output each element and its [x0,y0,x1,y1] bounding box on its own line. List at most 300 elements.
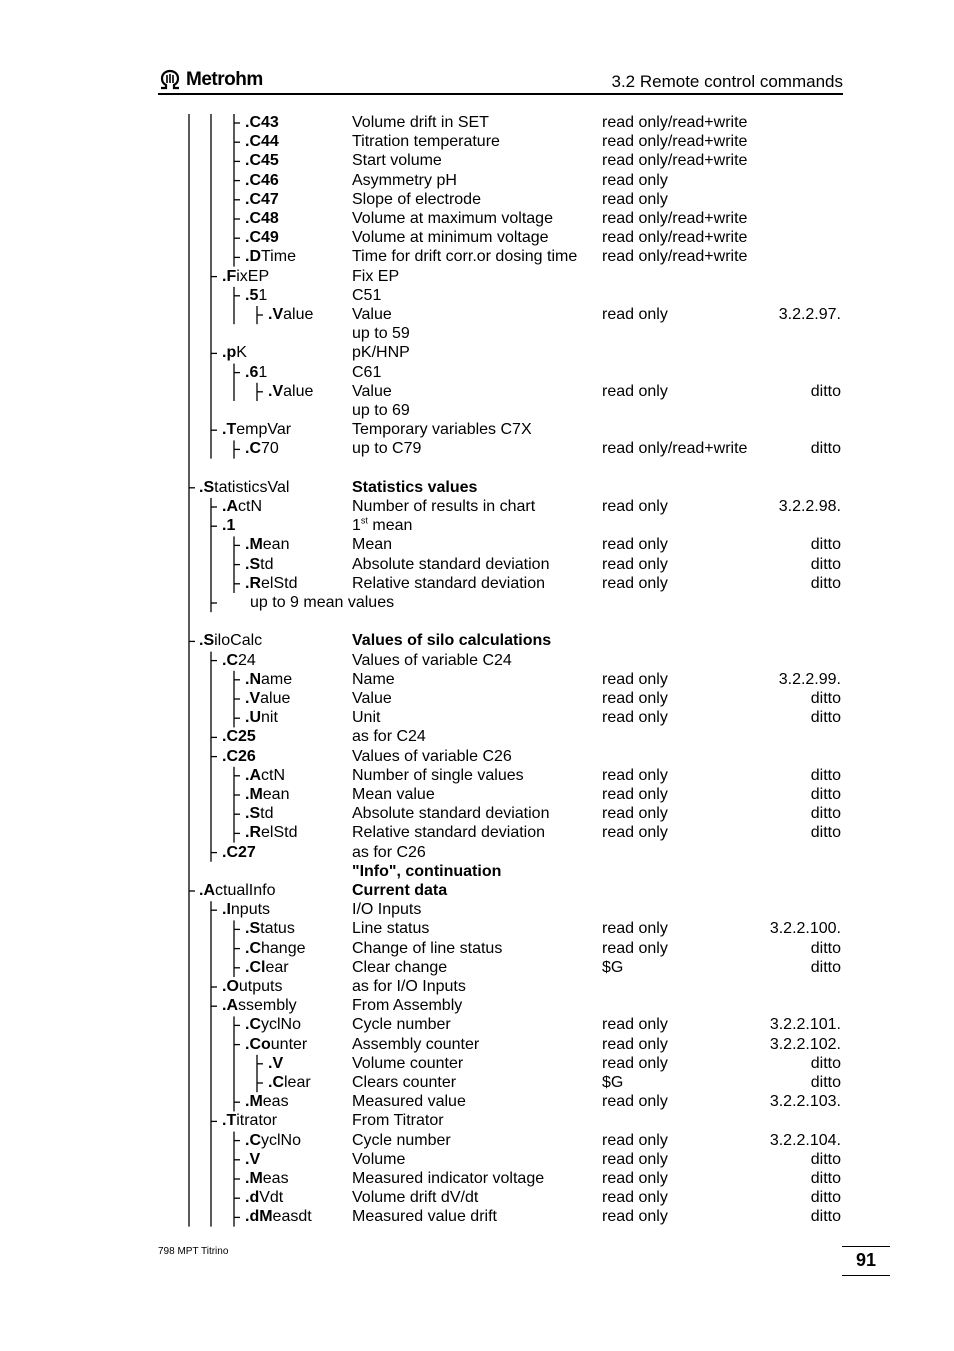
command-name [222,996,297,1015]
description-text: Values of silo calculations [352,632,552,650]
command-suffix: hange [261,939,306,957]
description [352,651,512,670]
table-row [0,996,954,1015]
description [352,766,524,785]
description [352,267,399,286]
table-row [0,324,954,343]
description-text: Volume drift in SET [352,114,489,131]
table-row [0,785,954,804]
command-name [222,727,256,746]
description [352,1131,451,1150]
description [352,132,500,151]
description [352,439,421,458]
access-mode: read only [602,786,668,803]
command-name [222,343,247,362]
table-row [0,228,954,247]
section-reference: ditto [810,382,841,400]
command-suffix: K [236,344,247,362]
table-row [0,478,954,497]
description-text: Number of single values [352,766,524,784]
description-text: Relative standard deviation [352,574,546,592]
access-mode: read only [602,1208,668,1226]
command-name [245,228,279,247]
page-number: 91 [855,1250,877,1270]
command-suffix: 1 [258,363,268,381]
description [352,401,410,420]
command-suffix: alue [260,690,291,707]
command-keyword: .C [245,1016,261,1034]
command-keyword: .C25 [222,728,256,746]
command-name [245,1169,289,1188]
section-reference: ditto [810,536,841,554]
command-keyword: .1 [222,517,236,535]
command-keyword: .I [222,901,231,919]
command-name [245,113,279,132]
description [352,1092,466,1111]
description-text: "Info", continuation [352,862,502,880]
description-text: Absolute standard deviation [352,555,550,573]
command-name [245,132,279,151]
access-mode: read only [602,498,668,515]
command-keyword: .5 [245,286,259,304]
command-name [245,247,296,266]
command-suffix: ear [265,958,289,976]
table-row [0,919,954,938]
table-row [0,439,954,458]
description [352,382,392,401]
section-reference: ditto [810,709,841,727]
command-name [245,535,289,554]
section-reference: ditto [810,766,841,784]
access-mode: read only [602,1170,668,1187]
table-row [0,862,954,881]
section-reference: ditto [810,786,841,803]
section-reference: ditto [810,574,841,592]
description-text: Temporary variables C7X [352,421,532,439]
command-keyword: .p [222,344,237,362]
description-text: Clear change [352,958,448,976]
description-text: as for C26 [352,843,426,861]
section-reference: 3.2.2.102. [769,1035,841,1053]
table-row [0,708,954,727]
section-reference: ditto [810,805,841,823]
command-keyword: .S [245,805,261,823]
description-text: Mean [352,536,393,554]
command-name [245,919,295,938]
description [352,727,426,746]
section-reference: 3.2.2.100. [769,920,841,938]
description [352,958,447,977]
description-text: Volume at maximum voltage [352,210,553,227]
description [352,305,392,324]
table-row [0,670,954,689]
command-name [222,843,256,862]
command-name [245,439,279,458]
command-keyword: .U [245,709,261,727]
command-name [199,631,262,650]
description-text: as for I/O Inputs [352,978,466,995]
section-reference: ditto [810,1189,841,1207]
command-keyword: .M [245,1093,263,1111]
command-suffix: ctN [238,498,262,515]
section-reference: ditto [810,555,841,573]
command-keyword: .A [245,766,261,784]
description [352,1073,456,1092]
description [352,785,435,804]
table-row [0,631,954,650]
command-keyword: .A [222,498,238,515]
command-suffix: nit [261,709,278,727]
description-text: C61 [352,363,382,381]
table-row [0,823,954,842]
description-text: up to 69 [352,402,410,419]
command-name [245,766,285,785]
description [352,843,426,862]
command-name [199,478,289,497]
command-keyword: .R [245,824,261,842]
access-mode: read only [602,1035,668,1053]
command-name [245,708,278,727]
command-suffix: unter [270,1035,308,1053]
description-text: Measured indicator voltage [352,1170,545,1187]
command-name [245,804,273,823]
command-keyword: .N [245,670,261,688]
table-row [0,382,954,401]
description-text: Volume at minimum voltage [352,229,549,247]
command-keyword: .C47 [245,190,279,208]
command-name [222,267,269,286]
description [352,420,532,439]
access-mode: read only [602,766,668,784]
description [352,555,549,574]
description [352,1150,405,1169]
command-suffix: 1 [258,286,268,304]
table-row [0,286,954,305]
section-reference: ditto [810,958,841,976]
command-name [245,1150,260,1169]
table-row [0,747,954,766]
command-name [222,747,256,766]
command-name [245,689,290,708]
section-reference: ditto [810,1054,841,1072]
description-text: Measured value [352,1093,466,1111]
footer-product: 798 MPT Titrino [158,1246,229,1257]
command-name [245,1035,307,1054]
command-suffix: td [260,555,274,573]
command-suffix: up to 9 mean values [250,594,395,611]
description-text: Values of variable C26 [352,747,512,765]
command-keyword: .S [245,920,261,938]
command-keyword: .d [245,1189,260,1207]
command-keyword: .T [222,1112,237,1130]
section-reference: ditto [810,939,841,957]
description [352,209,553,228]
access-mode: read only/read+write [602,114,748,131]
description [352,478,477,497]
command-suffix: ssembly [238,997,297,1015]
command-name [245,1015,301,1034]
command-name [245,1092,289,1111]
command-keyword: .C [222,651,238,669]
section-reference: ditto [810,690,841,707]
table-row [0,1188,954,1207]
command-name [245,670,292,689]
description-text: From Assembly [352,997,463,1015]
access-mode: read only/read+write [602,248,748,266]
access-mode: read only/read+write [602,152,748,170]
command-suffix: tatus [260,920,295,938]
section-reference: ditto [810,1208,841,1226]
access-mode: read only/read+write [602,210,748,227]
section-reference: ditto [810,1074,841,1091]
description-text: Volume counter [352,1054,464,1072]
command-name [222,900,270,919]
table-row [0,1111,954,1130]
access-mode: read only [602,824,668,842]
section-reference: ditto [810,1170,841,1187]
table-row [0,190,954,209]
table-row [0,151,954,170]
access-mode: read only [602,1093,668,1111]
description [352,171,457,190]
command-suffix: lear [284,1074,311,1091]
table-row [0,555,954,574]
description [352,1188,478,1207]
command-name [268,305,313,324]
command-keyword: .Co [245,1035,271,1053]
section-reference: ditto [810,1150,841,1168]
command-suffix: Time [261,248,296,266]
command-name [222,420,291,439]
command-suffix: alue [283,382,314,400]
access-mode: read only [602,1016,668,1034]
description [352,247,577,266]
description-tail: mean [367,517,413,535]
description [352,708,380,727]
command-keyword: .M [245,1170,263,1187]
description-text: Absolute standard deviation [352,805,550,823]
command-suffix: 70 [261,440,279,458]
table-row [0,535,954,554]
table-row [0,497,954,516]
description [352,1015,451,1034]
access-mode: read only [602,190,668,208]
command-suffix: 24 [238,651,256,669]
table-row [0,651,954,670]
access-mode: read only [602,690,668,707]
command-name [245,555,273,574]
table-row [0,267,954,286]
description [352,535,392,554]
description [352,804,549,823]
description [352,996,462,1015]
command-keyword: .F [222,267,237,285]
command-keyword: .dM [245,1208,273,1226]
command-name [245,1188,283,1207]
table-row [0,939,954,958]
command-name [245,190,279,209]
command-name [199,881,275,900]
description [352,631,551,650]
command-keyword: .C48 [245,210,279,227]
table-row [0,1054,954,1073]
access-mode: read only [602,555,668,573]
command-keyword: .V [268,1054,284,1072]
command-name [222,497,262,516]
table-row [0,958,954,977]
command-suffix: empVar [236,421,292,439]
description-text: Values of variable C24 [352,651,512,669]
section-reference: 3.2.2.104. [769,1131,841,1149]
access-mode: read only [602,171,668,189]
command-suffix: Vdt [259,1189,284,1207]
table-row [0,804,954,823]
command-keyword: .C [245,440,261,458]
description [352,689,392,708]
description [352,1169,544,1188]
command-suffix: ctualInfo [215,882,276,899]
command-keyword: .S [245,555,261,573]
table-row [0,363,954,382]
command-keyword: .C46 [245,171,279,189]
table-row [0,593,954,612]
description [352,228,549,247]
command-suffix: nputs [230,901,271,919]
description [352,1054,463,1073]
command-keyword: .S [199,478,215,496]
description-text: Value [352,382,392,400]
command-keyword: .M [245,536,263,554]
description-text: Mean value [352,786,435,803]
table-row [0,1073,954,1092]
access-mode: read only [602,805,668,823]
command-name [250,593,394,612]
command-name [245,1207,312,1226]
command-name [245,1131,301,1150]
command-keyword: .C44 [245,133,279,151]
description [352,113,489,132]
table-row [0,1207,954,1226]
ordinal-suffix: st [360,515,368,526]
table-row [0,420,954,439]
description-text: Asymmetry pH [352,171,457,189]
access-mode: read only/read+write [602,440,748,458]
command-keyword: .C26 [222,747,256,765]
table-row [0,1092,954,1111]
command-keyword: .C [268,1074,284,1091]
description-text: Relative standard deviation [352,824,546,842]
table-row [0,574,954,593]
page-number-rule-top [842,1246,890,1247]
table-row [0,977,954,996]
command-keyword: .R [245,574,261,592]
description-text: Unit [352,709,381,727]
description-text: Volume drift dV/dt [352,1189,479,1207]
description-text: Fix EP [352,267,400,285]
description-text: Measured value drift [352,1208,497,1226]
command-suffix: iloCalc [214,632,263,650]
description-text: I/O Inputs [352,901,422,919]
command-suffix: ixEP [236,267,270,285]
table-row [0,132,954,151]
command-keyword: .T [222,421,237,439]
command-suffix: eas [262,1170,289,1187]
command-suffix: yclNo [261,1131,302,1149]
command-keyword: .D [245,248,261,266]
command-name [245,171,279,190]
description [352,862,501,881]
command-name [245,939,306,958]
table-row [0,1169,954,1188]
command-keyword: .V [245,690,261,707]
description-text: Titration temperature [352,133,500,151]
command-suffix: yclNo [261,1016,302,1034]
description-text: Slope of electrode [352,190,481,208]
access-mode: read only [602,1150,668,1168]
command-suffix: elStd [261,824,298,842]
command-suffix: ean [262,536,290,554]
description [352,151,442,170]
description [352,363,381,382]
command-suffix: ctN [261,766,285,784]
description-text: Line status [352,920,430,938]
section-reference: ditto [810,824,841,842]
description [352,1207,497,1226]
command-keyword: .C49 [245,229,279,247]
command-suffix: ean [262,786,290,803]
command-name [245,823,297,842]
description-text: Start volume [352,152,442,170]
table-row [0,612,954,631]
description-text: Number of results in chart [352,498,536,515]
table-row [0,1015,954,1034]
table-row [0,247,954,266]
command-suffix: easdt [272,1208,312,1226]
command-name [245,151,279,170]
command-keyword: .6 [245,363,259,381]
description-text: Change of line status [352,939,503,957]
table-row [0,766,954,785]
description [352,497,535,516]
table-row [0,209,954,228]
table-row [0,401,954,420]
access-mode: $G [602,958,624,976]
access-mode: read only [602,939,668,957]
command-keyword: .O [222,978,239,995]
description-text: Name [352,670,395,688]
command-suffix: elStd [261,574,298,592]
description [352,900,421,919]
description-text: Current data [352,882,448,899]
description [352,324,410,343]
description-text: Assembly counter [352,1035,480,1053]
table-row [0,881,954,900]
command-keyword: .M [245,786,263,803]
command-name [268,382,313,401]
table-row [0,305,954,324]
description-text: Value [352,690,392,707]
command-suffix: utputs [238,978,283,995]
description-text: 1 [352,517,361,535]
command-keyword: .C [245,939,261,957]
command-name [245,574,297,593]
section-reference: ditto [810,440,841,458]
section-reference: 3.2.2.97. [778,306,841,323]
description-text: Clears counter [352,1074,457,1091]
command-name [222,977,282,996]
table-row [0,689,954,708]
command-keyword: .C43 [245,114,279,131]
